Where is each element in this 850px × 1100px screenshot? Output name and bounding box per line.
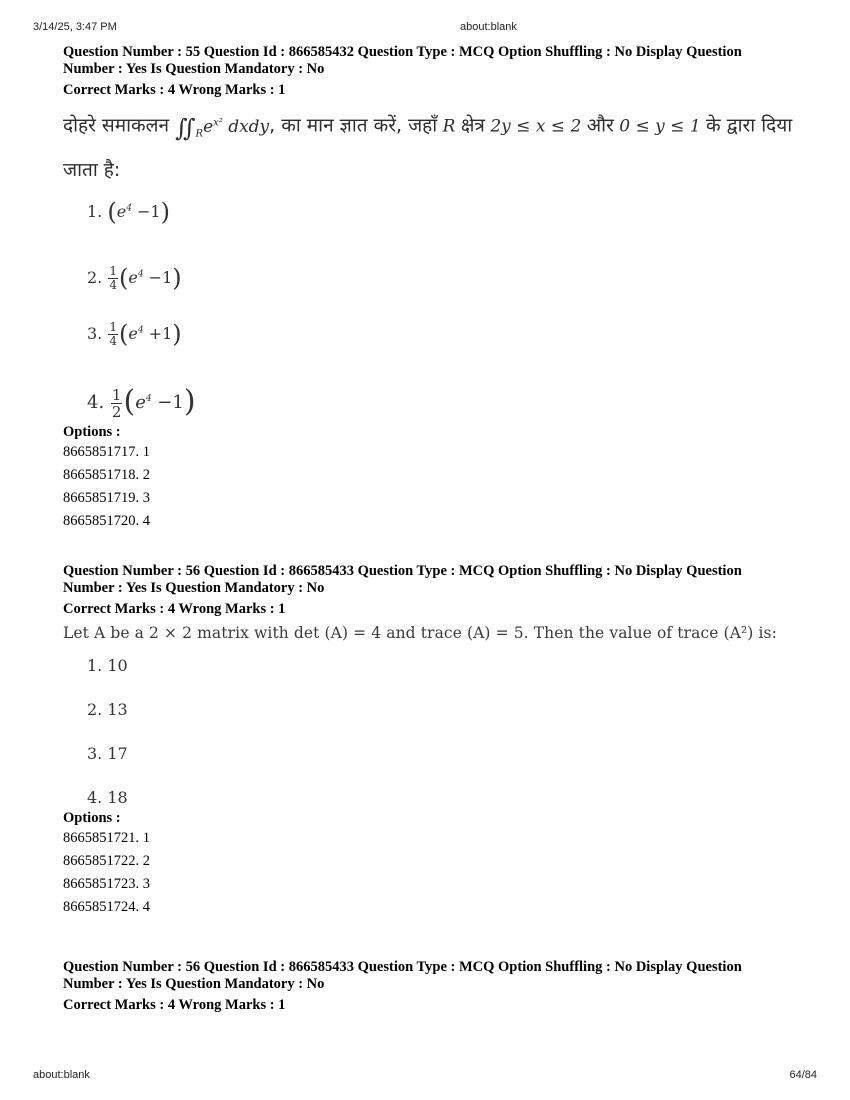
option-id-line: 8665851721. 1	[63, 830, 150, 846]
question-55	[63, 44, 793, 533]
question-marks: Correct Marks : 4 Wrong Marks : 1	[63, 82, 286, 98]
choice-exponent: 4	[126, 203, 132, 214]
question-56	[63, 563, 793, 919]
choice-number: 1.	[87, 202, 103, 222]
question-text-part: और	[586, 114, 614, 137]
options-label: Options :	[63, 810, 121, 826]
choice-number: 4.	[87, 392, 105, 414]
question-marks: Correct Marks : 4 Wrong Marks : 1	[63, 997, 286, 1013]
option-id-line: 8665851717. 1	[63, 444, 150, 461]
choice-tail: −1	[131, 202, 161, 222]
integral-expression	[175, 113, 270, 142]
question-meta-line2: Number : Yes Is Question Mandatory : No	[63, 580, 325, 596]
choice-number: 2.	[87, 268, 103, 288]
option-id-line: 8665851722. 2	[63, 853, 150, 869]
question-meta-line2: Number : Yes Is Question Mandatory : No	[63, 61, 325, 77]
question-text-part: जाता है:	[63, 159, 121, 182]
integrand-differential: dxdy	[222, 116, 270, 137]
choice-base: e	[116, 202, 127, 222]
options-label: Options :	[63, 424, 121, 441]
print-footer-url: about:blank	[33, 1069, 90, 1081]
answer-choice-3: 3. $\frac{1}{4}$ $(e^4 +1)$	[87, 320, 182, 349]
choice-base: e	[128, 324, 138, 344]
answer-choice-4: 4. 18	[87, 788, 128, 807]
integral-region: R	[195, 128, 204, 140]
print-page-number: 64/84	[789, 1069, 817, 1081]
question-marks: Correct Marks : 4 Wrong Marks : 1	[63, 601, 286, 617]
choice-base: e	[128, 268, 138, 288]
choice-tail: −1	[151, 392, 184, 414]
choice-tail: +1	[143, 324, 173, 344]
choice-fraction: $\frac{1}{4}$	[109, 320, 117, 349]
choice-exponent: 4	[137, 325, 144, 336]
question-text-part: के द्वारा दिया	[706, 114, 793, 137]
option-id-line: 8665851718. 2	[63, 467, 150, 484]
choice-exponent: 4	[137, 269, 144, 280]
integrand-base: e	[203, 116, 214, 137]
choice-base: e	[135, 392, 146, 414]
answer-choice-1: 1. 10	[87, 656, 128, 675]
option-id-line: 8665851720. 4	[63, 513, 150, 530]
question-meta-line1: Question Number : 56 Question Id : 866585433 Question Type : MCQ Option Shuffling : No Display Question	[63, 563, 742, 579]
question-meta-line2: Number : Yes Is Question Mandatory : No	[63, 976, 325, 992]
integral-symbol: ∬	[175, 113, 196, 142]
answer-choice-4: 4. $\frac{1}{2}$ $(e^4 -1)$	[87, 384, 196, 421]
region-symbol: R	[437, 116, 461, 137]
option-id-line: 8665851724. 4	[63, 899, 150, 915]
question-meta-line1: Question Number : 56 Question Id : 866585433 Question Type : MCQ Option Shuffling : No Display Question	[63, 959, 742, 975]
print-page-title: about:blank	[460, 21, 517, 33]
question-text-part: दोहरे समाकलन	[63, 114, 170, 137]
answer-choice-3: 3. 17	[87, 744, 128, 763]
answer-choice-1: 1. $(e^4 -1)$	[87, 198, 170, 227]
inequality-y: 0 ≤ y ≤ 1	[613, 116, 707, 137]
question-text	[63, 105, 803, 188]
question-56-repeat	[63, 959, 793, 1014]
question-text-part: क्षेत्र	[460, 114, 485, 137]
answer-choice-2: 2. 13	[87, 700, 128, 719]
option-id-line: 8665851723. 3	[63, 876, 150, 892]
question-meta-line1: Question Number : 55 Question Id : 866585432 Question Type : MCQ Option Shuffling : No Display Question	[63, 44, 742, 60]
question-text: Let A be a 2 × 2 matrix with det (A) = 4 and trace (A) = 5. Then the value of trace (A²) is:	[63, 624, 777, 642]
question-text-part: , का मान ज्ञात करें, जहाँ	[269, 114, 438, 137]
integrand-exponent: x²	[213, 117, 223, 128]
choice-tail: −1	[143, 268, 173, 288]
answer-choice-2: 2. $\frac{1}{4}$ $(e^4 -1)$	[87, 264, 182, 293]
option-id-line: 8665851719. 3	[63, 490, 150, 507]
choice-fraction: $\frac{1}{2}$	[111, 385, 122, 421]
choice-fraction: $\frac{1}{4}$	[109, 264, 117, 293]
choice-exponent: 4	[145, 394, 152, 405]
choice-number: 3.	[87, 324, 103, 344]
print-datetime: 3/14/25, 3:47 PM	[33, 21, 117, 33]
inequality-x: 2y ≤ x ≤ 2	[484, 116, 587, 137]
